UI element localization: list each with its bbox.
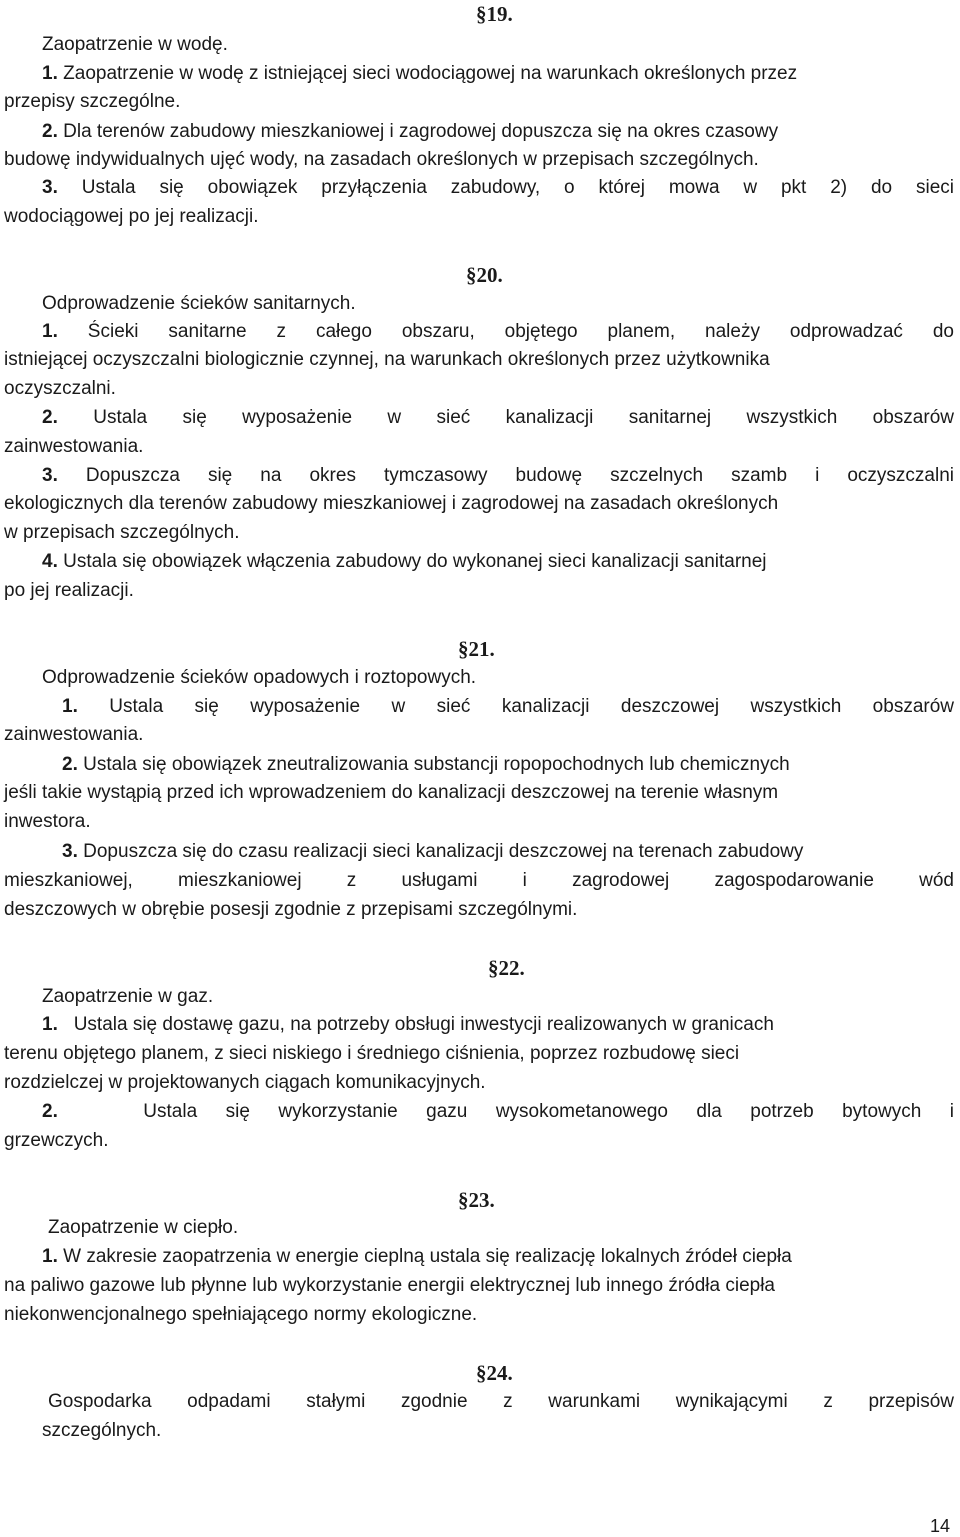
paragraph-line (42, 1245, 792, 1269)
paragraph-text: W zakresie zaopatrzenia w energie cieplną ustala się realizację lokalnych źródeł ciepła (63, 1246, 792, 1267)
paragraph-line (42, 120, 778, 144)
paragraph-text: Ustala się dostawę gazu, na potrzeby obsługi inwestycji realizowanych w granicach (73, 1014, 774, 1035)
section-heading: §23. (458, 1188, 495, 1212)
section-title: Odprowadzenie ścieków opadowych i roztopowych. (42, 667, 477, 688)
section-heading: §19. (476, 2, 513, 26)
page-number: 14 (930, 1516, 951, 1536)
paragraph-text: Ustala się obowiązek przyłączenia zabudowy, o której mowa w pkt 2) do sieci (81, 177, 954, 198)
paragraph-line: istniejącej oczyszczalni biologicznie czynnej, na warunkach określonych przez użytkownika (4, 349, 770, 370)
item-number: 3. (42, 465, 58, 486)
paragraph-line: budowę indywidualnych ujęć wody, na zasadach określonych w przepisach szczególnych. (4, 149, 759, 170)
item-number: 4. (42, 551, 58, 572)
paragraph-line: zainwestowania. (4, 436, 144, 457)
paragraph-line (42, 62, 797, 86)
section-heading: §21. (458, 637, 495, 661)
paragraph-text: Ustala się obowiązek zneutralizowania substancji ropopochodnych lub chemicznych (83, 754, 790, 775)
section-title: Zaopatrzenie w gaz. (42, 986, 214, 1007)
paragraph-line (62, 695, 954, 719)
section-title: Odprowadzenie ścieków sanitarnych. (42, 293, 356, 314)
item-number: 2. (42, 407, 58, 428)
paragraph-line: rozdzielczej w projektowanych ciągach komunikacyjnych. (4, 1072, 486, 1093)
paragraph-line: po jej realizacji. (4, 580, 134, 601)
section-heading: §22. (488, 956, 525, 980)
paragraph-line: w przepisach szczególnych. (4, 522, 240, 543)
item-number: 2. (42, 1101, 58, 1122)
paragraph-text: Dla terenów zabudowy mieszkaniowej i zagrodowej dopuszcza się na okres czasowy (63, 121, 779, 142)
paragraph-line: mieszkaniowej, mieszkaniowej z usługami i zagrodowej zagospodarowanie wód (4, 870, 954, 891)
item-number: 2. (42, 121, 58, 142)
paragraph-line (42, 406, 954, 430)
paragraph-text: Ustala się obowiązek włączenia zabudowy do wykonanej sieci kanalizacji sanitarnej (63, 551, 767, 572)
paragraph-line: niekonwencjonalnego spełniającego normy ekologiczne. (4, 1304, 478, 1325)
paragraph-line (42, 176, 954, 200)
paragraph-line: ekologicznych dla terenów zabudowy mieszkaniowej i zagrodowej na zasadach określonych (4, 493, 779, 514)
paragraph-text: Ustala się wyposażenie w sieć kanalizacji deszczowej wszystkich obszarów (109, 696, 954, 717)
section-heading: §20. (466, 263, 503, 287)
paragraph-text: Zaopatrzenie w wodę z istniejącej sieci wodociągowej na warunkach określonych przez (63, 63, 798, 84)
paragraph-line: inwestora. (4, 811, 91, 832)
paragraph-text: Dopuszcza się do czasu realizacji sieci kanalizacji deszczowej na terenach zabudowy (83, 841, 804, 862)
item-number: 3. (42, 177, 58, 198)
paragraph-text: Dopuszcza się na okres tymczasowy budowę szczelnych szamb i oczyszczalni (85, 465, 954, 486)
paragraph-line: grzewczych. (4, 1130, 109, 1151)
item-number: 1. (42, 321, 58, 342)
paragraph-line: oczyszczalni. (4, 378, 116, 399)
item-number: 1. (62, 696, 78, 717)
item-number: 1. (42, 1246, 58, 1267)
paragraph-line (62, 753, 790, 777)
paragraph-line (42, 320, 954, 344)
section-title: Zaopatrzenie w ciepło. (48, 1217, 239, 1238)
paragraph-line: przepisy szczególne. (4, 91, 181, 112)
paragraph-line: terenu objętego planem, z sieci niskiego i średniego ciśnienia, poprzez rozbudowę sieci (4, 1043, 740, 1064)
paragraph-text: Ustala się wykorzystanie gazu wysokometanowego dla potrzeb bytowych i (143, 1101, 954, 1122)
item-number: 3. (62, 841, 78, 862)
paragraph-line (42, 550, 767, 574)
paragraph-line (42, 1013, 774, 1037)
paragraph-line (62, 840, 803, 864)
paragraph-line: zainwestowania. (4, 724, 144, 745)
paragraph-line (42, 464, 954, 488)
item-number: 1. (42, 1014, 58, 1035)
paragraph-line: Gospodarka odpadami stałymi zgodnie z warunkami wynikającymi z przepisów (48, 1391, 954, 1412)
item-number: 1. (42, 63, 58, 84)
paragraph-line (42, 1100, 954, 1124)
paragraph-text: Ścieki sanitarne z całego obszaru, objętego planem, należy odprowadzać do (87, 321, 954, 342)
paragraph-line: na paliwo gazowe lub płynne lub wykorzystanie energii elektrycznej lub innego źródła ciepła (4, 1275, 776, 1296)
section-heading: §24. (476, 1361, 513, 1385)
paragraph-line: wodociągowej po jej realizacji. (4, 206, 259, 227)
section-title: Zaopatrzenie w wodę. (42, 34, 228, 55)
item-number: 2. (62, 754, 78, 775)
paragraph-line: jeśli takie wystąpią przed ich wprowadzeniem do kanalizacji deszczowej na terenie własnym (4, 782, 779, 803)
paragraph-line: szczególnych. (42, 1420, 162, 1441)
paragraph-line: deszczowych w obrębie posesji zgodnie z przepisami szczególnymi. (4, 899, 578, 920)
paragraph-text: Ustala się wyposażenie w sieć kanalizacji sanitarnej wszystkich obszarów (93, 407, 954, 428)
